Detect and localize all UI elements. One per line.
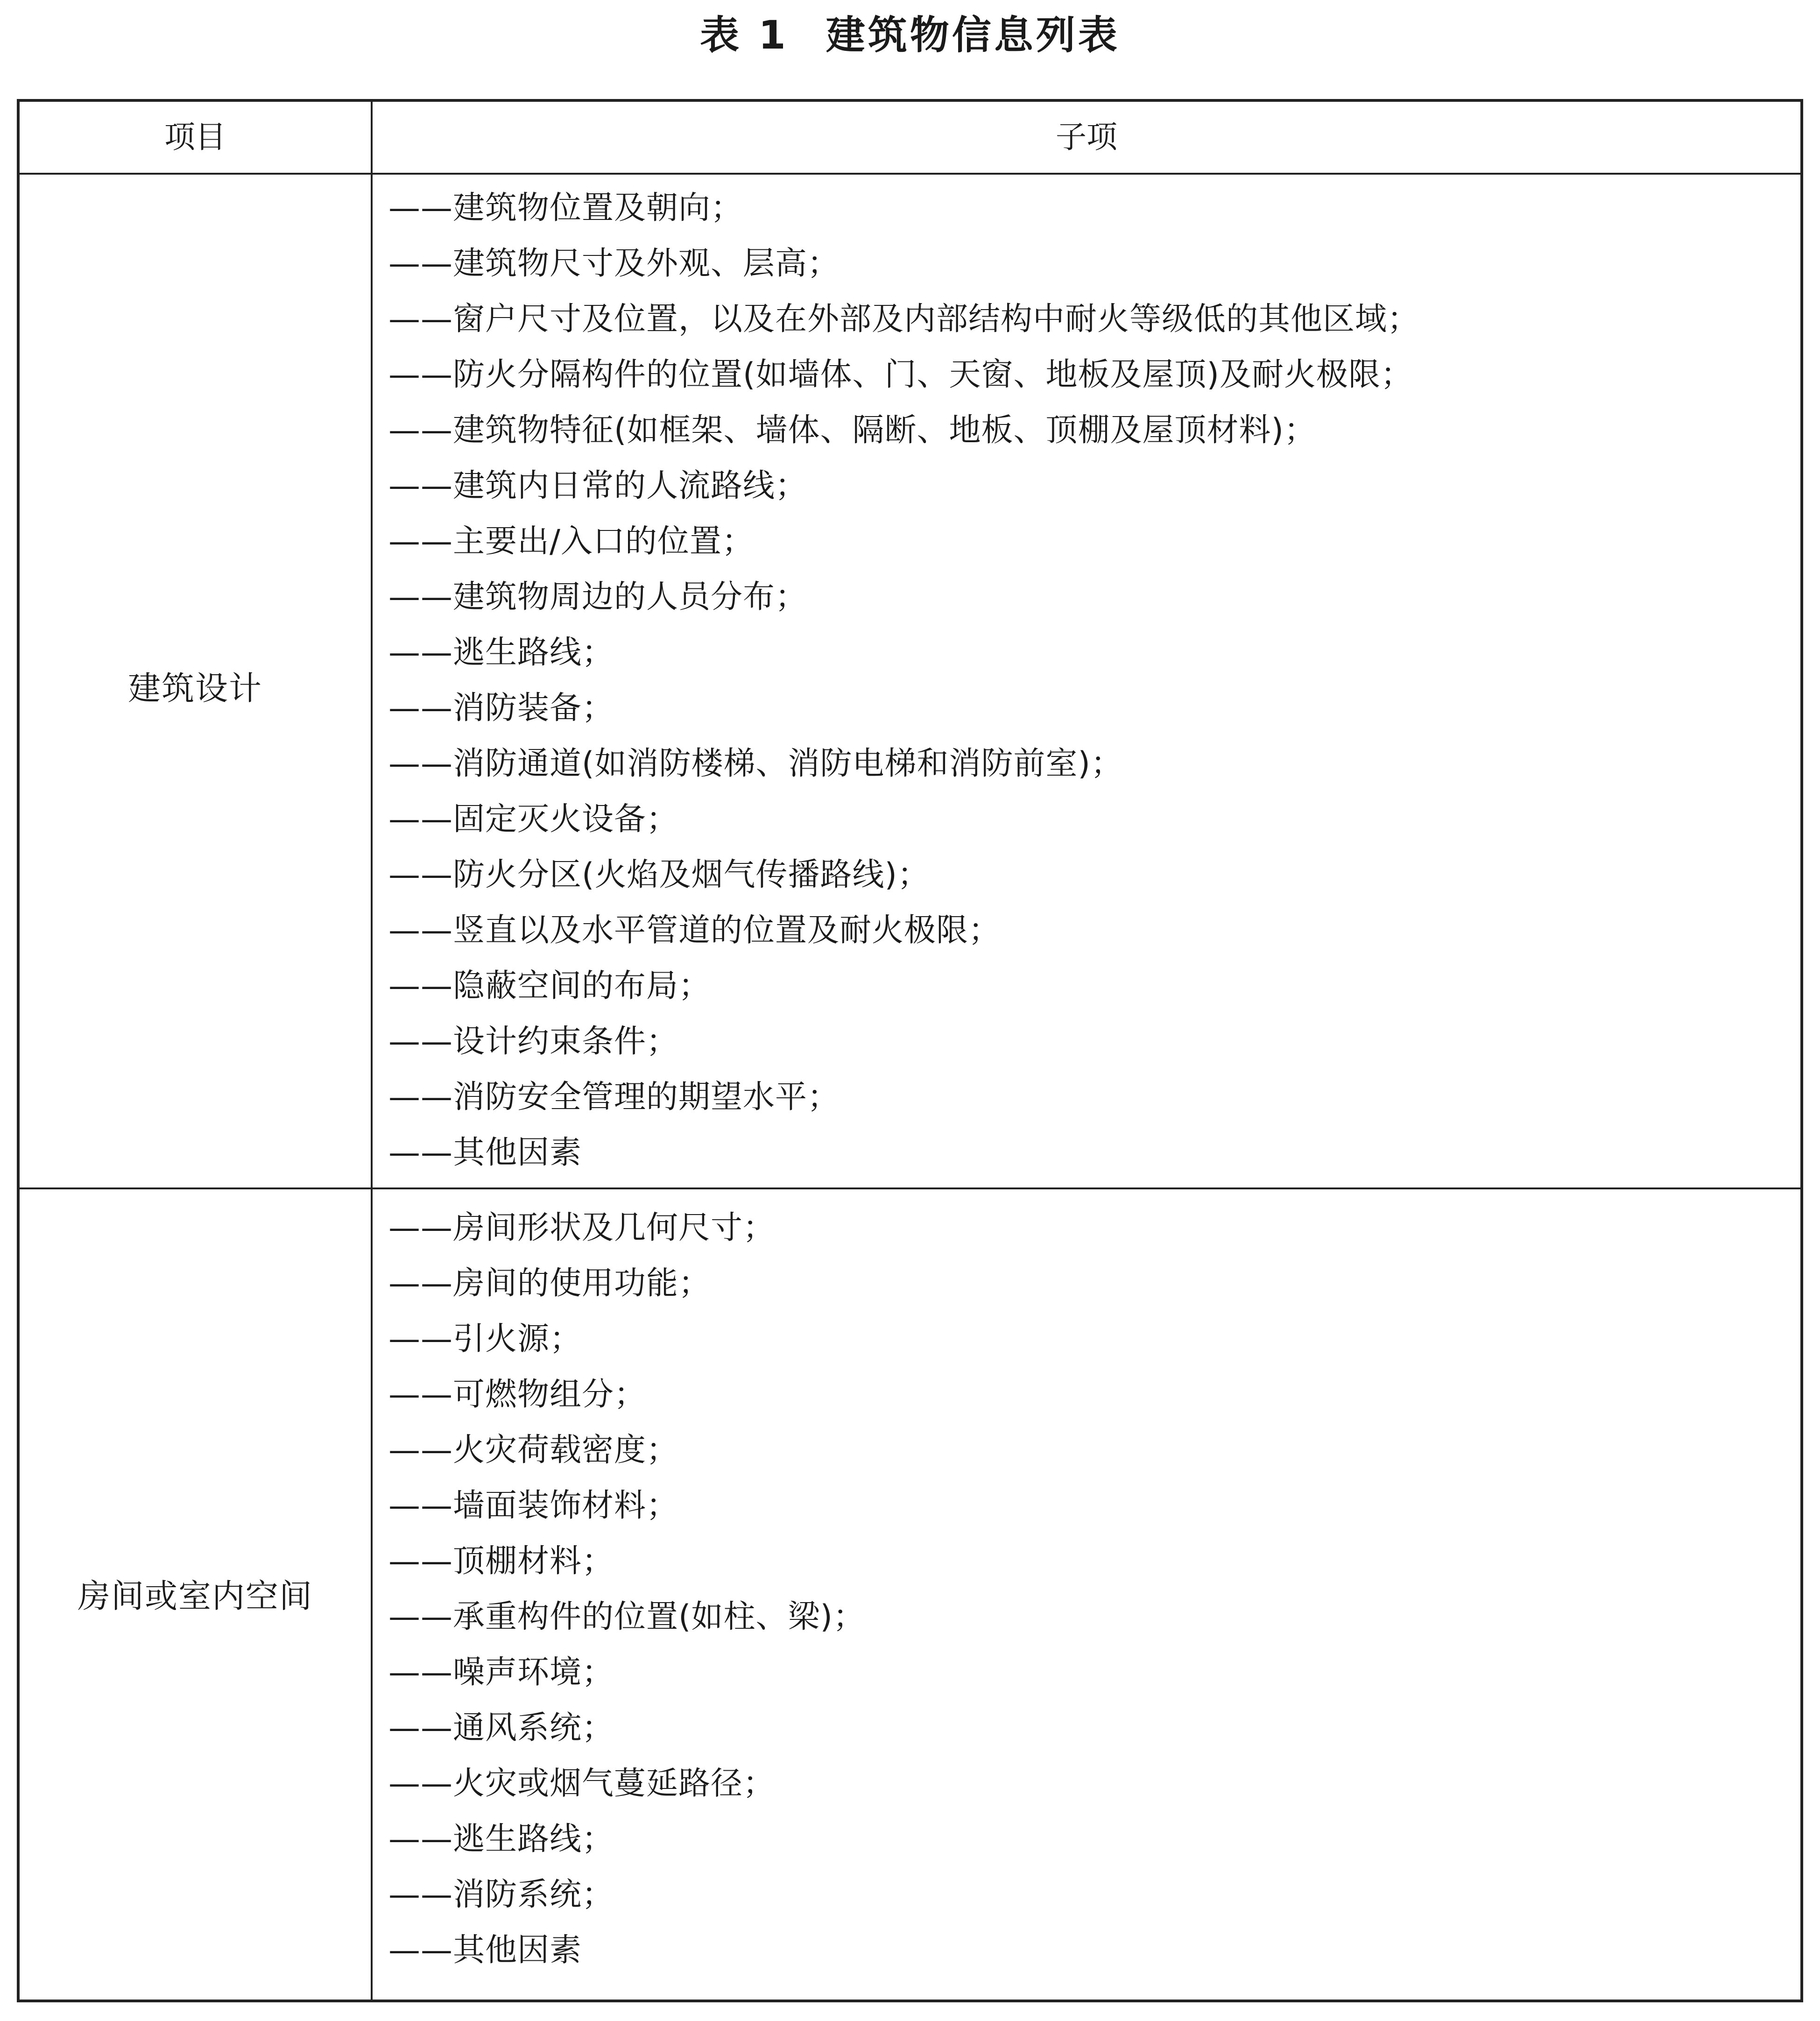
list-item: ——其他因素 [388,1932,582,1969]
list-item: ——主要出/入口的位置； [388,523,754,560]
list-item: ——逃生路线； [388,1821,614,1858]
category-cell: 建筑设计 [128,669,262,707]
header-item: 项目 [164,119,226,155]
list-item: ——消防装备； [388,690,614,727]
list-item: ——固定灭火设备； [388,801,679,838]
list-item: ——火灾荷载密度； [388,1432,679,1469]
list-item: ——房间的使用功能； [388,1265,711,1302]
table-number: 表 1 [700,12,789,58]
list-item: ——逃生路线； [388,634,614,671]
header-subitem: 子项 [1056,119,1117,155]
list-item: ——窗户尺寸及位置，以及在外部及内部结构中耐火等级低的其他区域； [388,301,1420,338]
list-item: ——承重构件的位置(如柱、梁)； [388,1598,866,1635]
list-item: ——其他因素 [388,1134,582,1171]
list-item: ——可燃物组分； [388,1376,647,1413]
list-item: ——消防通道(如消防楼梯、消防电梯和消防前室)； [388,745,1123,782]
list-item: ——通风系统； [388,1710,614,1746]
column-divider [371,102,373,2000]
list-item: ——隐蔽空间的布局； [388,968,711,1004]
table-title [0,0,1820,70]
list-item: ——设计约束条件； [388,1023,679,1060]
list-item: ——建筑物尺寸及外观、层高； [388,245,840,282]
list-item: ——竖直以及水平管道的位置及耐火极限； [388,912,1001,949]
list-item: ——消防系统； [388,1876,614,1913]
list-item: ——建筑物特征(如框架、墙体、隔断、地板、顶棚及屋顶材料)； [388,412,1317,449]
list-item: ——防火分区(火焰及烟气传播路线)； [388,856,930,893]
row-divider [20,1187,1800,1189]
header-divider [20,173,1800,175]
list-item: ——建筑物位置及朝向； [388,190,743,226]
list-item: ——墙面装饰材料； [388,1487,679,1524]
info-table [17,99,1803,2002]
list-item: ——火灾或烟气蔓延路径； [388,1765,776,1802]
subitem-list [388,180,1419,1180]
table-caption: 建筑物信息列表 [825,12,1120,58]
list-item: ——防火分隔构件的位置(如墙体、门、天窗、地板及屋顶)及耐火极限； [388,356,1413,393]
subitem-list [388,1200,865,1978]
list-item: ——消防安全管理的期望水平； [388,1079,840,1116]
category-cell: 房间或室内空间 [78,1577,313,1615]
list-item: ——房间形状及几何尺寸； [388,1209,776,1246]
list-item: ——顶棚材料； [388,1543,614,1580]
list-item: ——建筑内日常的人流路线； [388,467,808,504]
list-item: ——引火源； [388,1321,582,1357]
list-item: ——噪声环境； [388,1654,614,1691]
list-item: ——建筑物周边的人员分布； [388,579,808,615]
